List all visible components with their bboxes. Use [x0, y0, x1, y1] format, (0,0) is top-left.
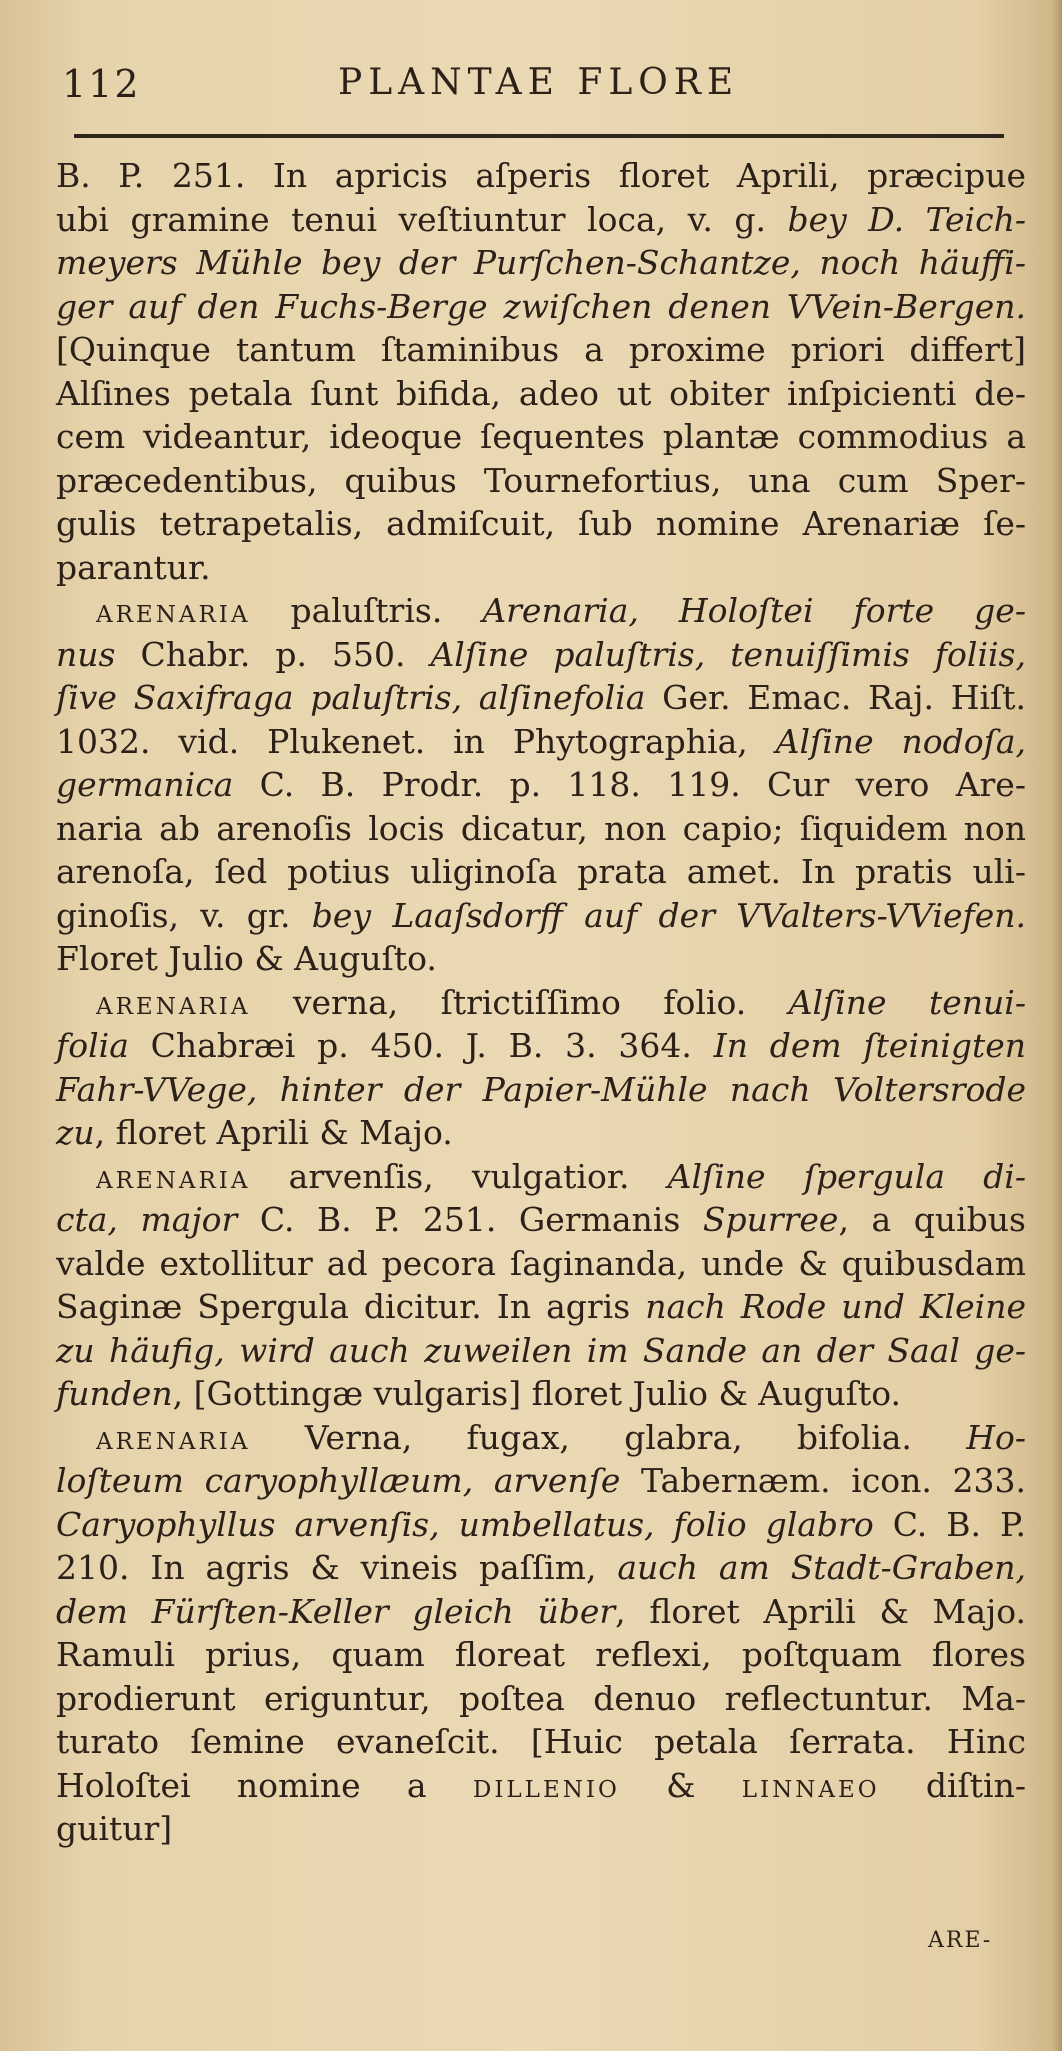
- italic-text: Caryophyllus arvenſis, umbellatus, folio glabro: [56, 1504, 874, 1544]
- text-line: [56, 415, 1026, 459]
- roman-text: cem videantur, ideoque ſequentes plantæ commodius a: [56, 417, 1026, 456]
- header-rule: [74, 134, 1004, 138]
- page-edge-shadow: [1052, 0, 1062, 2051]
- roman-text: Verna, fugax, glabra, bifolia.: [250, 1417, 967, 1457]
- italic-text: cta, major: [56, 1200, 238, 1239]
- text-line: [56, 1807, 1026, 1851]
- roman-text: Alſines petala ſunt bifida, adeo ut obiter inſpicienti de-: [56, 373, 1026, 413]
- roman-text: prodierunt eriguntur, poſtea denuo reflectuntur. Ma-: [56, 1678, 1026, 1718]
- roman-text: C. B. P. 251. Germanis: [237, 1200, 703, 1239]
- roman-text: , a quibus: [838, 1200, 1026, 1239]
- text-line: [56, 1198, 1026, 1242]
- roman-text: arenoſa, ſed potius uliginoſa prata amet. In pratis uli-: [56, 852, 1026, 891]
- text-line: [56, 589, 1026, 633]
- roman-text: Saginæ Spergula dicitur. In agris: [56, 1287, 646, 1326]
- text-line: [56, 1459, 1026, 1503]
- text-line: [56, 1546, 1026, 1590]
- text-line: [56, 1068, 1026, 1112]
- page-header: [62, 62, 1022, 122]
- roman-text: guitur]: [56, 1809, 173, 1848]
- text-line: [56, 894, 1026, 938]
- roman-text: diſtin-: [879, 1765, 1026, 1805]
- text-line: [56, 1590, 1026, 1634]
- text-line: [56, 1285, 1026, 1329]
- text-line: [56, 676, 1026, 720]
- roman-text: Holoſtei nomine a: [56, 1765, 473, 1805]
- text-line: [56, 1677, 1026, 1721]
- text-line: [56, 937, 1026, 981]
- text-line: [56, 981, 1026, 1025]
- text-line: [56, 850, 1026, 894]
- text-line: [56, 1242, 1026, 1286]
- roman-text: B. P. 251. In apricis aſperis floret Aprili, præcipue: [56, 156, 1026, 195]
- italic-text: zu: [56, 1113, 95, 1152]
- roman-text: C. B. P.: [873, 1504, 1027, 1544]
- text-line: [56, 1720, 1026, 1764]
- roman-text: Chabr. p. 550.: [115, 634, 431, 674]
- italic-text: ger auf den Fuchs-Berge zwiſchen denen VVein-Bergen.: [56, 286, 1026, 326]
- text-line: [56, 1155, 1026, 1199]
- italic-text: nus: [56, 634, 116, 674]
- catchword: ARE-: [928, 1928, 993, 1953]
- text-line: [56, 502, 1026, 546]
- text-line: [56, 154, 1026, 198]
- italic-text: meyers Mühle bey der Purſchen-Schantze, noch häuffi-: [56, 243, 1026, 282]
- text-line: [56, 285, 1026, 329]
- roman-text: , floret Aprili & Majo.: [615, 1591, 1027, 1631]
- roman-text: gulis tetrapetalis, admiſcuit, ſub nomine Arenariæ ſe-: [56, 504, 1026, 543]
- italic-text: ſive Saxifraga paluſtris, alſinefolia: [56, 678, 646, 717]
- roman-text: ginoſis, v. gr.: [56, 895, 312, 935]
- roman-text: valde extollitur ad pecora ſaginanda, unde & quibusdam: [56, 1243, 1026, 1283]
- roman-text: Chabræi p. 450. J. B. 3. 364.: [128, 1026, 714, 1065]
- italic-text: germanica: [56, 765, 234, 804]
- roman-text: præcedentibus, quibus Tournefortius, una cum Sper-: [56, 460, 1026, 500]
- italic-text: bey D. Teich-: [787, 199, 1026, 239]
- italic-text: Alſine paluſtris, tenuiſſimis foliis,: [430, 634, 1026, 674]
- small-caps-text: DILLENIO: [472, 1776, 620, 1803]
- italic-text: loſteum caryophyllæum, arvenſe: [56, 1461, 621, 1500]
- small-caps-text: ARENARIA: [96, 602, 251, 628]
- roman-text: &: [619, 1765, 742, 1805]
- roman-text: ubi gramine tenui veſtiuntur loca, v. g.: [56, 199, 788, 239]
- small-caps-text: ARENARIA: [96, 993, 251, 1020]
- text-line: [56, 720, 1026, 764]
- text-line: [56, 459, 1026, 503]
- text-line: [56, 1329, 1026, 1373]
- italic-text: Alſine tenui-: [788, 982, 1026, 1022]
- text-line: [56, 1764, 1026, 1808]
- text-line: [56, 807, 1026, 851]
- roman-text: paluſtris.: [250, 591, 483, 630]
- text-line: [56, 1372, 1026, 1416]
- small-caps-text: ARENARIA: [96, 1167, 251, 1194]
- italic-text: Arenaria, Holoſtei forte ge-: [482, 591, 1026, 630]
- italic-text: nach Rode und Kleine: [645, 1287, 1026, 1326]
- roman-text: Tabernæm. icon. 233.: [620, 1461, 1026, 1500]
- italic-text: zu häufig, wird auch zuweilen im Sande an der Saal ge-: [56, 1330, 1026, 1370]
- italic-text: bey Laaſsdorff auf der VValters-VViefen.: [311, 895, 1026, 935]
- roman-text: [Quinque tantum ſtaminibus a proxime priori differt]: [56, 330, 1026, 369]
- roman-text: Ger. Emac. Raj. Hiſt.: [645, 678, 1026, 717]
- text-line: [56, 633, 1026, 677]
- italic-text: Spurree: [702, 1200, 839, 1239]
- text-line: [56, 1024, 1026, 1068]
- italic-text: Alſine nodoſa,: [775, 721, 1027, 761]
- text-line: [56, 1111, 1026, 1155]
- text-line: [56, 546, 1026, 590]
- roman-text: Floret Julio & Auguſto.: [56, 939, 437, 978]
- text-line: [56, 198, 1026, 242]
- italic-text: In dem ſteinigten: [713, 1026, 1026, 1065]
- text-line: [56, 372, 1026, 416]
- roman-text: , floret Aprili & Majo.: [94, 1113, 453, 1152]
- roman-text: parantur.: [56, 547, 211, 587]
- italic-text: Fahr-VVege, hinter der Papier-Mühle nach Voltersrode: [56, 1069, 1026, 1109]
- italic-text: dem Fürſten-Keller gleich über: [56, 1591, 616, 1631]
- italic-text: Alſine ſpergula di-: [667, 1156, 1027, 1196]
- italic-text: folia: [56, 1026, 129, 1065]
- small-caps-text: LINNAEO: [741, 1776, 880, 1803]
- italic-text: auch am Stadt-Graben,: [617, 1548, 1026, 1587]
- text-line: [56, 1503, 1026, 1547]
- text-line: [56, 241, 1026, 285]
- italic-text: funden: [56, 1374, 173, 1413]
- roman-text: C. B. Prodr. p. 118. 119. Cur vero Are-: [233, 765, 1026, 804]
- running-head: PLANTAE FLORE: [338, 62, 740, 103]
- roman-text: Ramuli prius, quam floreat reflexi, poſtquam flores: [56, 1635, 1026, 1674]
- body-text: [56, 154, 1026, 1851]
- text-line: [56, 328, 1026, 372]
- roman-text: verna, ſtrictiſſimo folio.: [250, 982, 789, 1022]
- small-caps-text: ARENARIA: [96, 1428, 251, 1455]
- text-line: [56, 1633, 1026, 1677]
- roman-text: turato ſemine evaneſcit. [Huic petala ſerrata. Hinc: [56, 1722, 1026, 1761]
- text-line: [56, 763, 1026, 807]
- text-line: [56, 1416, 1026, 1460]
- roman-text: , [Gottingæ vulgaris] floret Julio & Auguſto.: [172, 1374, 902, 1413]
- page-number: 112: [62, 62, 141, 106]
- roman-text: 210. In agris & vineis paſſim,: [56, 1548, 618, 1587]
- roman-text: 1032. vid. Plukenet. in Phytographia,: [56, 721, 776, 761]
- italic-text: Ho-: [966, 1417, 1026, 1457]
- roman-text: naria ab arenoſis locis dicatur, non capio; ſiquidem non: [56, 808, 1026, 848]
- roman-text: arvenſis, vulgatior.: [250, 1156, 668, 1196]
